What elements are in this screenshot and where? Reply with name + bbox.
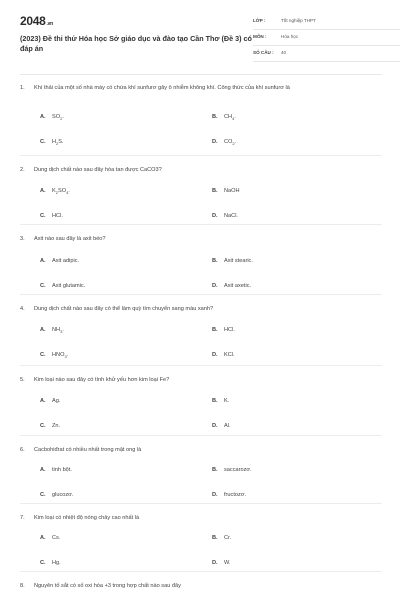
question-divider: [20, 294, 382, 295]
option-letter: D.: [212, 283, 218, 289]
option-text: $HNO_3$.: [52, 352, 69, 360]
option-letter: B.: [212, 398, 218, 404]
option-text: fructozơ.: [224, 492, 247, 498]
option-text: Zn.: [52, 423, 61, 429]
question-number: 3.: [20, 236, 25, 242]
option-letter: D.: [212, 352, 218, 358]
option-text: $NH_3$.: [52, 327, 64, 335]
question-item: [20, 235, 382, 244]
option-text: Al.: [224, 423, 231, 429]
question-item: [20, 582, 382, 591]
answer-option-b[interactable]: [212, 114, 236, 121]
question-divider: [20, 155, 382, 156]
answer-option-a[interactable]: [40, 258, 79, 264]
answer-option-c[interactable]: [40, 492, 73, 498]
question-text: Kim loại có nhiệt độ nóng chảy cao nhất là: [34, 515, 140, 521]
question-number: 2.: [20, 167, 25, 173]
option-text: KCl.: [224, 352, 235, 358]
answer-option-b[interactable]: [212, 535, 231, 541]
option-text: HCl.: [52, 213, 63, 219]
question-stem: [20, 446, 382, 455]
question-stem: [20, 514, 382, 523]
question-divider: [20, 571, 382, 572]
meta-subject: [253, 32, 400, 46]
option-letter: B.: [212, 258, 218, 264]
option-text: Ag.: [52, 398, 61, 404]
option-letter: C.: [40, 352, 46, 358]
question-item: [20, 514, 382, 523]
option-text: glucozơ.: [52, 492, 74, 498]
answer-option-a[interactable]: [40, 188, 70, 195]
answer-option-b[interactable]: [212, 467, 252, 473]
answer-option-a[interactable]: [40, 535, 60, 541]
option-letter: C.: [40, 283, 46, 289]
answer-option-a[interactable]: [40, 467, 72, 473]
question-text: Nguyên tố sắt có số oxi hóa +3 trong hợp chất nào sau đây: [34, 583, 181, 589]
option-letter: D.: [212, 139, 218, 145]
option-letter: C.: [40, 423, 46, 429]
option-text: $SO_2$.: [52, 114, 64, 122]
meta-label: LỚP :: [253, 18, 266, 23]
question-text: Dung dịch chất nào sau đây có thể làm quỳ tím chuyển sang màu xanh?: [34, 306, 214, 312]
answer-option-a[interactable]: [40, 114, 64, 121]
option-text: W.: [224, 560, 231, 566]
question-text: Cacbohiđrat có nhiều nhất trong mật ong là: [34, 447, 142, 453]
option-text: $H_2S$.: [52, 139, 64, 147]
answer-option-b[interactable]: [212, 258, 253, 264]
answer-option-a[interactable]: [40, 327, 64, 334]
meta-value: Hóa học: [281, 34, 299, 39]
answer-option-d[interactable]: [212, 423, 231, 429]
question-number: 7.: [20, 515, 25, 521]
meta-label: MÔN :: [253, 34, 267, 39]
option-letter: B.: [212, 114, 218, 120]
answer-option-b[interactable]: [212, 188, 240, 194]
question-stem: [20, 305, 382, 314]
question-divider: [20, 435, 382, 436]
question-stem: [20, 376, 382, 385]
question-text: Axit nào sau đây là axit béo?: [34, 236, 106, 242]
meta-class: [253, 16, 400, 30]
question-item: [20, 84, 382, 93]
exam-meta: [253, 16, 400, 64]
option-text: Axit adipic.: [52, 258, 80, 264]
question-number: 8.: [20, 583, 25, 589]
question-divider: [20, 224, 382, 225]
question-number: 4.: [20, 306, 25, 312]
answer-option-d[interactable]: [212, 139, 236, 146]
option-text: $CH_4$.: [224, 114, 236, 122]
meta-label: SỐ CÂU :: [253, 50, 274, 55]
question-text: Dung dịch chất nào sau đây hòa tan được CaCO3?: [34, 167, 162, 173]
answer-option-d[interactable]: [212, 352, 235, 358]
question-text: Kim loại nào sau đây có tính khử yếu hơn kim loại Fe?: [34, 377, 170, 383]
option-letter: C.: [40, 560, 46, 566]
question-stem: [20, 166, 382, 175]
answer-option-d[interactable]: [212, 560, 231, 566]
meta-count: [253, 48, 400, 62]
meta-value: 40: [281, 50, 287, 55]
option-letter: D.: [212, 423, 218, 429]
option-letter: C.: [40, 492, 46, 498]
option-letter: C.: [40, 139, 46, 145]
question-item: [20, 376, 382, 385]
answer-option-d[interactable]: [212, 213, 238, 219]
option-letter: B.: [212, 535, 218, 541]
option-text: NaOH: [224, 188, 240, 194]
option-text: $CO_2$.: [224, 139, 237, 147]
option-letter: B.: [212, 467, 218, 473]
question-stem: [20, 235, 382, 244]
option-letter: D.: [212, 560, 218, 566]
question-item: [20, 166, 382, 175]
option-text: tinh bột.: [52, 467, 72, 473]
answer-option-a[interactable]: [40, 398, 60, 404]
option-letter: A.: [40, 327, 46, 333]
answer-option-b[interactable]: [212, 398, 229, 404]
question-text: Khí thải của một số nhà máy có chứa khí sunfurơ gây ô nhiễm không khí. Công thức của khí sunfurơ là: [34, 85, 290, 91]
option-text: NaCl.: [224, 213, 238, 219]
option-letter: D.: [212, 213, 218, 219]
question-number: 1.: [20, 85, 25, 91]
answer-option-c[interactable]: [40, 352, 68, 359]
option-text: Axit glutamic.: [52, 283, 86, 289]
option-text: Axit axetic.: [224, 283, 252, 289]
option-letter: A.: [40, 114, 46, 120]
option-text: Cs.: [52, 535, 61, 541]
option-text: HCl.: [224, 327, 235, 333]
answer-option-d[interactable]: [212, 283, 251, 289]
answer-option-c[interactable]: [40, 213, 63, 219]
question-divider: [20, 365, 382, 366]
answer-option-b[interactable]: [212, 327, 235, 333]
answer-option-c[interactable]: [40, 423, 60, 429]
exam-title: (2023) Đề thi thử Hóa học Sở giáo dục và đào tạo Cần Thơ (Đề 3) có đáp án: [20, 34, 252, 53]
option-letter: A.: [40, 398, 46, 404]
answer-option-c[interactable]: [40, 283, 85, 289]
option-text: Hg.: [52, 560, 61, 566]
answer-option-d[interactable]: [212, 492, 246, 498]
option-text: Axit stearic.: [224, 258, 253, 264]
answer-option-c[interactable]: [40, 560, 61, 566]
option-text: $K_2SO_4$.: [52, 188, 70, 196]
question-item: [20, 446, 382, 455]
option-text: K.: [224, 398, 230, 404]
meta-value: Tốt nghiệp THPT: [281, 18, 316, 23]
option-letter: A.: [40, 258, 46, 264]
option-letter: B.: [212, 327, 218, 333]
option-letter: A.: [40, 535, 46, 541]
document-header: [20, 14, 382, 70]
question-divider: [20, 503, 382, 504]
option-letter: C.: [40, 213, 46, 219]
option-text: Cr.: [224, 535, 232, 541]
question-stem: [20, 582, 382, 591]
header-divider: [20, 74, 382, 75]
question-number: 6.: [20, 447, 25, 453]
question-number: 5.: [20, 377, 25, 383]
option-text: saccarozơ.: [224, 467, 252, 473]
answer-option-c[interactable]: [40, 139, 64, 146]
question-item: [20, 305, 382, 314]
site-logo[interactable]: 2048.vn: [20, 14, 53, 28]
question-stem: [20, 84, 382, 93]
option-letter: A.: [40, 188, 46, 194]
option-letter: B.: [212, 188, 218, 194]
option-letter: D.: [212, 492, 218, 498]
option-letter: A.: [40, 467, 46, 473]
